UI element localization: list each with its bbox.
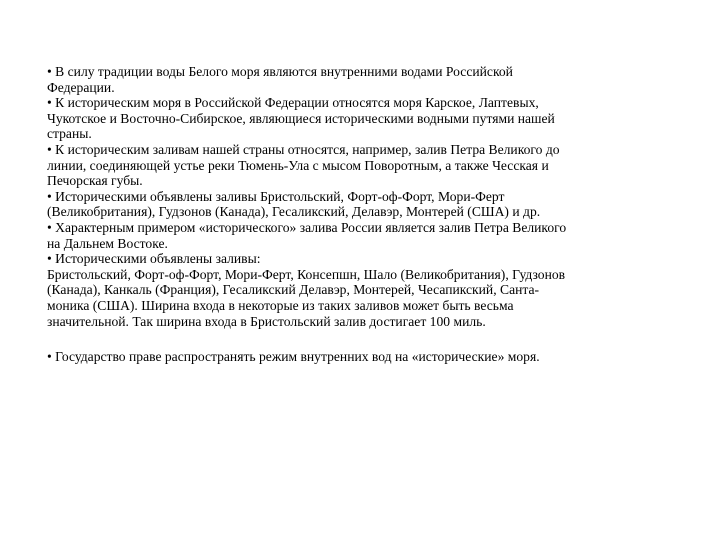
paragraph-text: Историческими объявлены заливы: [55,251,261,267]
paragraph-spacer [47,329,679,349]
paragraph-white-sea [47,64,679,95]
paragraph-text: Государство праве распространять режим внутренних вод на «исторические» моря. [55,349,540,365]
paragraph-text: Бристольский, Форт-оф-Форт, Мори-Ферт, Консепшн, Шало (Великобритания), Гудзонов (Канада), Канкаль (Франция), Гесаликский Делавэр, Монтерей, Чесапикский, Санта- моника (США). Ширина входа в некоторые из таких заливов может быть весьма значительной. Так ширина входа в Бристольский залив достигает 100 миль. [47,266,566,329]
paragraph-historic-bays [47,142,679,189]
paragraph-state-rights [47,349,679,365]
bullet-icon: • [47,219,52,235]
paragraph-historic-seas [47,95,679,142]
paragraph-text: Историческими объявлены заливы Бристольский, Форт-оф-Форт, Мори-Ферт (Великобритания), Гудзонов (Канада), Гесаликский, Делавэр, Монтерей (США) и др. [47,188,541,220]
paragraph-declared-heading [47,251,679,267]
bullet-icon: • [47,141,52,157]
paragraph-text: В силу традиции воды Белого моря являются внутренними водами Российской Федерации. [47,64,513,95]
paragraph-declared-bays [47,189,679,220]
bullet-icon: • [47,95,52,111]
bullet-icon: • [47,251,52,267]
paragraph-bay-list [47,267,679,329]
paragraph-text: Характерным примером «исторического» залива России является залив Петра Великого на Дальнем Востоке. [47,219,567,251]
paragraph-peter-the-great-bay [47,220,679,251]
paragraph-text: К историческим заливам нашей страны относятся, например, залив Петра Великого до линии, соединяющей устье реки Тюмень-Ула с мысом Поворотным, а также Чесская и Печорская губы. [47,141,560,189]
text-body [47,64,679,365]
paragraph-text: К историческим моря в Российской Федерации относятся моря Карское, Лаптевых, Чукотское и Восточно-Сибирское, являющиеся историческими водными путями нашей страны. [47,95,555,142]
bullet-icon: • [47,188,52,204]
bullet-icon: • [47,349,52,365]
bullet-icon: • [47,64,52,79]
